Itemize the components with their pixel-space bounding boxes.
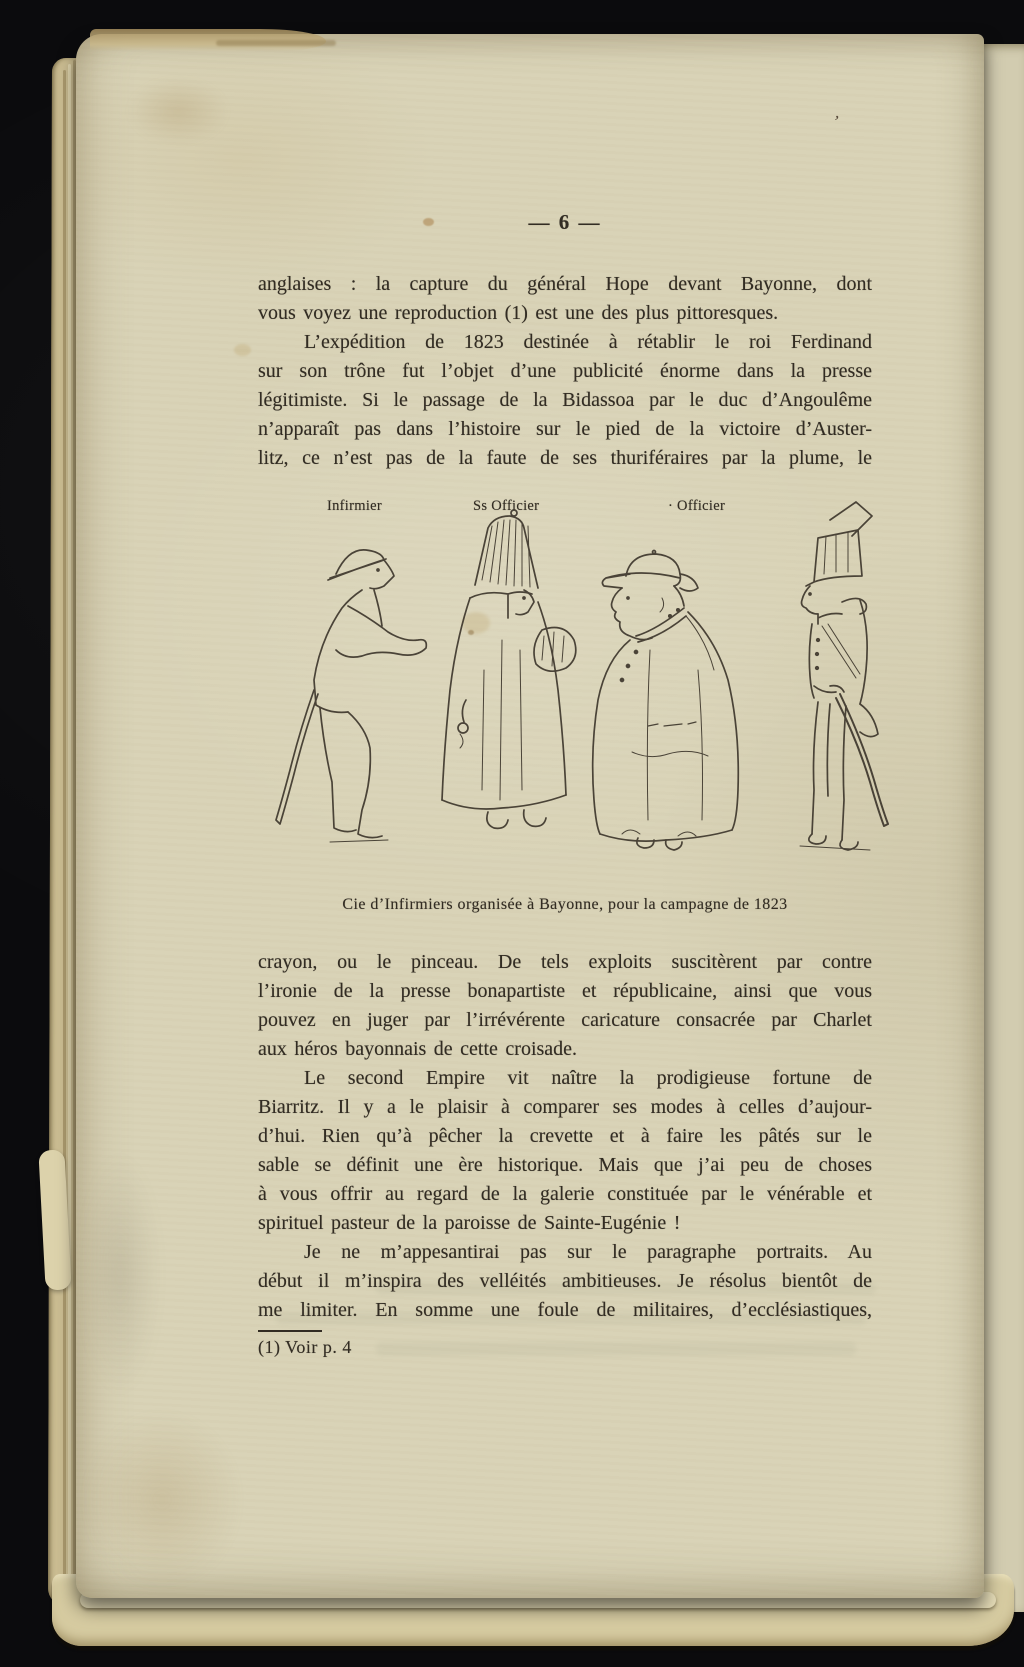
text-line: n’apparaît pas dans l’histoire sur le pied de la victoire d’Auster- bbox=[258, 418, 872, 440]
footnote: (1) Voir p. 4 bbox=[258, 1337, 352, 1357]
text-line: Biarritz. Il y a le plaisir à comparer ses modes à celles d’aujour- bbox=[258, 1096, 872, 1118]
text-line: aux héros bayonnais de cette croisade. bbox=[258, 1038, 578, 1060]
paragraph bbox=[258, 948, 872, 1064]
paragraph bbox=[258, 328, 872, 473]
body-text-bottom bbox=[258, 948, 872, 1325]
showthrough-ghost-text bbox=[376, 1342, 856, 1356]
text-line: à vous offrir au regard de la galerie constituée par le vénérable et bbox=[258, 1183, 872, 1205]
book-page bbox=[76, 34, 984, 1598]
body-text-top bbox=[258, 270, 872, 473]
grenadier-figure bbox=[800, 502, 888, 850]
text-line: litz, ce n’est pas de la faute de ses thuriféraires par la plume, le bbox=[258, 447, 872, 469]
paper-smudge bbox=[80, 1154, 160, 1394]
text-line: légitimiste. Si le passage de la Bidassoa par le duc d’Angoulême bbox=[258, 389, 872, 411]
paragraph bbox=[258, 270, 872, 328]
page-edge-line bbox=[68, 64, 71, 1596]
text-line: L’expédition de 1823 destinée à rétablir le roi Ferdinand bbox=[304, 331, 872, 353]
paper-stain bbox=[234, 344, 251, 356]
text-line: d’hui. Rien qu’à pêcher la crevette et à faire les pâtés sur le bbox=[258, 1125, 872, 1147]
text-line: pouvez en juger par l’irrévérente caricature consacrée par Charlet bbox=[258, 1009, 872, 1031]
next-page-fore-edge bbox=[977, 44, 1024, 1612]
text-line: me limiter. En somme une foule de militaires, d’ecclésiastiques, bbox=[258, 1299, 872, 1321]
text-line: anglaises : la capture du général Hope devant Bayonne, dont bbox=[258, 273, 872, 295]
text-line: spirituel pasteur de la paroisse de Sainte-Eugénie ! bbox=[258, 1212, 681, 1234]
text-line: sur son trône fut l’objet d’une publicité énorme dans la presse bbox=[258, 360, 872, 382]
infirmier-figure bbox=[276, 550, 426, 842]
ss-officier-figure bbox=[442, 510, 576, 828]
text-line: Le second Empire vit naître la prodigieuse fortune de bbox=[304, 1067, 872, 1089]
paper-stain bbox=[82, 1410, 242, 1590]
footnote-rule bbox=[258, 1330, 322, 1332]
paper-stain bbox=[128, 78, 228, 144]
paragraph bbox=[258, 1238, 872, 1325]
stray-ink-mark: ’ bbox=[830, 111, 842, 132]
figure-label-infirmier: Infirmier bbox=[327, 498, 383, 514]
caricature-illustration bbox=[270, 490, 890, 910]
page-number: — 6 — bbox=[528, 210, 602, 234]
text-line: vous voyez une reproduction (1) est une des plus pittoresques. bbox=[258, 302, 779, 324]
text-line: l’ironie de la presse bonapartiste et républicaine, ainsi que vous bbox=[258, 980, 872, 1002]
page-edge-line bbox=[63, 70, 66, 1590]
text-line: Je ne m’appesantirai pas sur le paragraphe portraits. Au bbox=[304, 1241, 872, 1263]
paragraph bbox=[258, 1064, 872, 1238]
figure-caption: Cie d’Infirmiers organisée à Bayonne, pour la campagne de 1823 bbox=[342, 896, 788, 913]
figure-label-ss-officier: Ss Officier bbox=[473, 498, 540, 514]
text-line: crayon, ou le pinceau. De tels exploits suscitèrent par contre bbox=[258, 951, 872, 973]
figure-label-officier: · Officier bbox=[668, 498, 726, 514]
officier-figure bbox=[593, 551, 739, 851]
torn-fiber bbox=[216, 40, 336, 46]
text-line: sable se définit une ère historique. Mais que j’ai peu de choses bbox=[258, 1154, 872, 1176]
text-line: début il m’inspira des velléités ambitieuses. Je résolus bientôt de bbox=[258, 1270, 872, 1292]
